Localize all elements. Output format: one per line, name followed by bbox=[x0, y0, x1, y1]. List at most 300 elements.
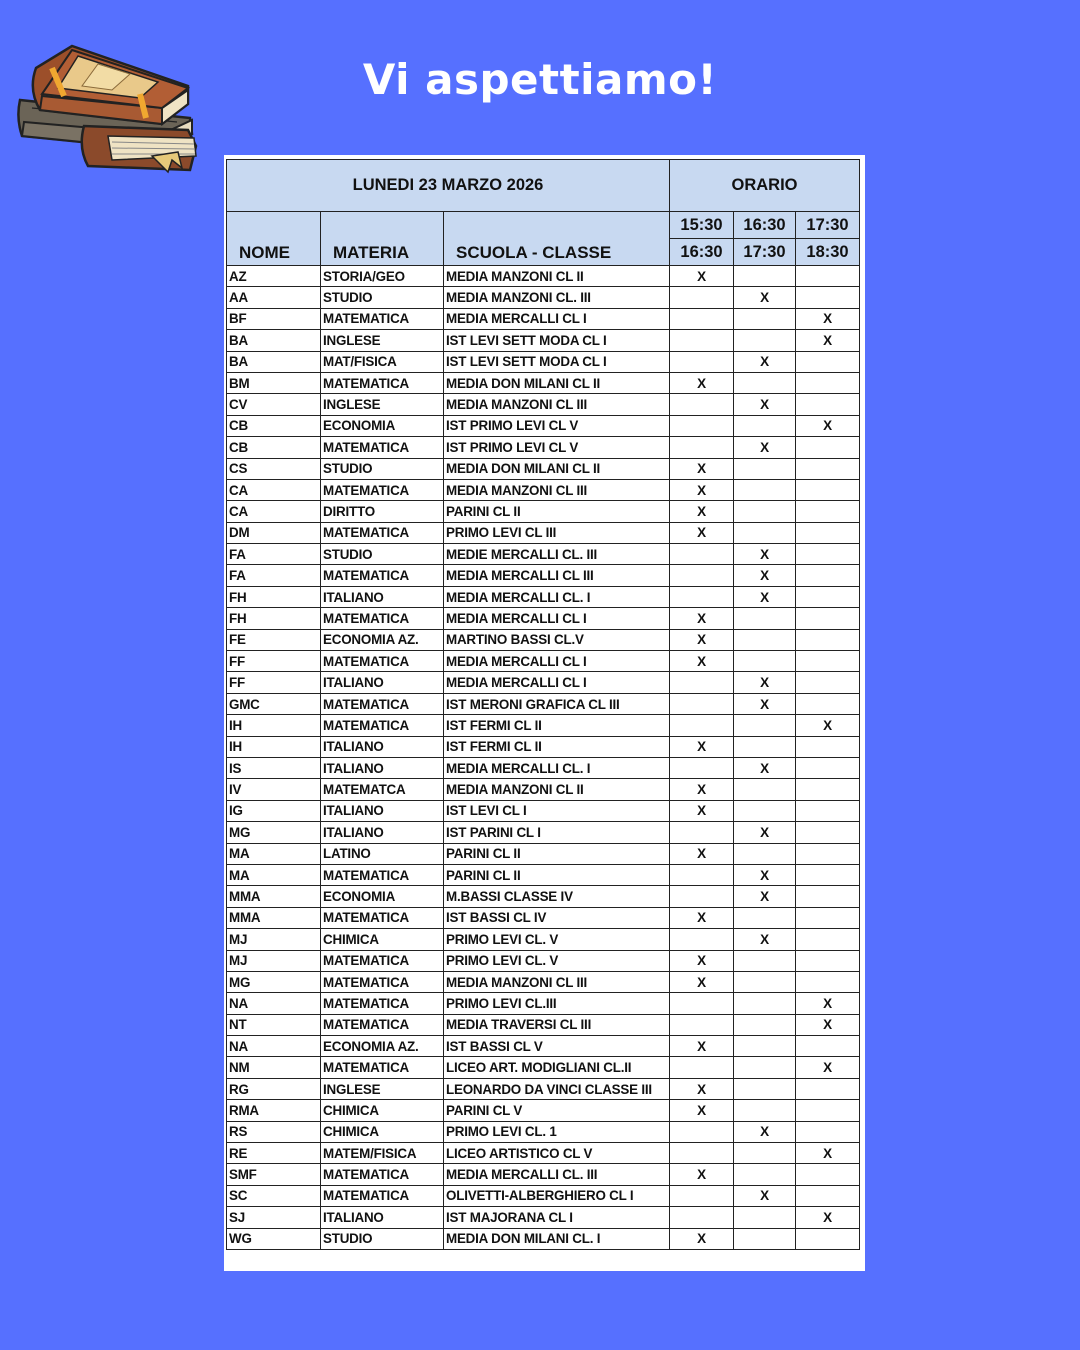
cell-slot-2: X bbox=[734, 437, 796, 458]
cell-slot-1 bbox=[670, 1014, 734, 1035]
cell-scuola: MEDIA MANZONI CL III bbox=[444, 479, 670, 500]
table-row bbox=[227, 907, 860, 928]
table-row bbox=[227, 479, 860, 500]
cell-nome: NA bbox=[227, 993, 321, 1014]
orario-header: ORARIO bbox=[670, 160, 860, 212]
cell-slot-3 bbox=[796, 479, 860, 500]
cell-slot-1 bbox=[670, 1121, 734, 1142]
cell-slot-3 bbox=[796, 672, 860, 693]
cell-slot-2: X bbox=[734, 351, 796, 372]
table-row bbox=[227, 565, 860, 586]
cell-materia: INGLESE bbox=[321, 330, 444, 351]
cell-slot-3 bbox=[796, 843, 860, 864]
cell-slot-2: X bbox=[734, 586, 796, 607]
table-row bbox=[227, 950, 860, 971]
cell-scuola: MEDIA TRAVERSI CL III bbox=[444, 1014, 670, 1035]
cell-nome: FH bbox=[227, 608, 321, 629]
cell-slot-1: X bbox=[670, 971, 734, 992]
cell-materia: ECONOMIA bbox=[321, 886, 444, 907]
cell-scuola: IST PRIMO LEVI CL V bbox=[444, 437, 670, 458]
cell-nome: IH bbox=[227, 736, 321, 757]
cell-nome: CA bbox=[227, 479, 321, 500]
cell-nome: FA bbox=[227, 544, 321, 565]
cell-slot-3 bbox=[796, 501, 860, 522]
table-row bbox=[227, 843, 860, 864]
cell-slot-3 bbox=[796, 1228, 860, 1249]
cell-scuola: PARINI CL II bbox=[444, 501, 670, 522]
table-row bbox=[227, 586, 860, 607]
cell-slot-2 bbox=[734, 736, 796, 757]
cell-slot-2 bbox=[734, 458, 796, 479]
table-row bbox=[227, 522, 860, 543]
cell-slot-1 bbox=[670, 929, 734, 950]
cell-nome: AA bbox=[227, 287, 321, 308]
table-row bbox=[227, 1036, 860, 1057]
cell-scuola: OLIVETTI-ALBERGHIERO CL I bbox=[444, 1185, 670, 1206]
cell-materia: MATEMATICA bbox=[321, 1057, 444, 1078]
cell-materia: MATEMATCA bbox=[321, 779, 444, 800]
cell-scuola: MEDIA MERCALLI CL I bbox=[444, 672, 670, 693]
cell-nome: RE bbox=[227, 1143, 321, 1164]
cell-nome: FF bbox=[227, 651, 321, 672]
cell-nome: SMF bbox=[227, 1164, 321, 1185]
cell-slot-1 bbox=[670, 330, 734, 351]
table-row bbox=[227, 1057, 860, 1078]
cell-nome: WG bbox=[227, 1228, 321, 1249]
cell-slot-3 bbox=[796, 522, 860, 543]
cell-slot-2 bbox=[734, 629, 796, 650]
cell-slot-2 bbox=[734, 1014, 796, 1035]
table-row bbox=[227, 1143, 860, 1164]
cell-slot-3 bbox=[796, 372, 860, 393]
cell-slot-1 bbox=[670, 693, 734, 714]
cell-slot-3 bbox=[796, 351, 860, 372]
cell-nome: MG bbox=[227, 971, 321, 992]
cell-slot-1 bbox=[670, 351, 734, 372]
cell-scuola: MEDIA MERCALLI CL III bbox=[444, 565, 670, 586]
cell-slot-3 bbox=[796, 822, 860, 843]
table-row bbox=[227, 437, 860, 458]
cell-slot-1: X bbox=[670, 608, 734, 629]
cell-slot-2 bbox=[734, 950, 796, 971]
cell-slot-1: X bbox=[670, 950, 734, 971]
cell-scuola: IST BASSI CL V bbox=[444, 1036, 670, 1057]
books-icon bbox=[12, 38, 207, 178]
cell-nome: IH bbox=[227, 715, 321, 736]
cell-slot-3 bbox=[796, 437, 860, 458]
cell-slot-3 bbox=[796, 779, 860, 800]
cell-slot-2: X bbox=[734, 287, 796, 308]
cell-materia: CHIMICA bbox=[321, 1121, 444, 1142]
cell-nome: MA bbox=[227, 864, 321, 885]
cell-slot-2 bbox=[734, 330, 796, 351]
table-row bbox=[227, 864, 860, 885]
cell-scuola: MEDIA DON MILANI CL II bbox=[444, 372, 670, 393]
cell-slot-2: X bbox=[734, 886, 796, 907]
cell-nome: NM bbox=[227, 1057, 321, 1078]
slot-1-end: 16:30 bbox=[670, 239, 734, 266]
cell-scuola: LEONARDO DA VINCI CLASSE III bbox=[444, 1078, 670, 1099]
cell-slot-3 bbox=[796, 586, 860, 607]
cell-slot-1: X bbox=[670, 907, 734, 928]
cell-slot-3 bbox=[796, 458, 860, 479]
col-header-nome: NOME bbox=[227, 212, 321, 266]
cell-nome: CA bbox=[227, 501, 321, 522]
cell-scuola: MEDIA MERCALLI CL I bbox=[444, 308, 670, 329]
cell-slot-3 bbox=[796, 565, 860, 586]
table-row bbox=[227, 394, 860, 415]
cell-slot-1: X bbox=[670, 1228, 734, 1249]
cell-slot-2 bbox=[734, 522, 796, 543]
cell-slot-2 bbox=[734, 843, 796, 864]
table-row bbox=[227, 266, 860, 287]
slot-3-end: 18:30 bbox=[796, 239, 860, 266]
cell-slot-2: X bbox=[734, 672, 796, 693]
cell-materia: MATEMATICA bbox=[321, 715, 444, 736]
cell-slot-1: X bbox=[670, 1036, 734, 1057]
cell-scuola: MEDIA MANZONI CL III bbox=[444, 394, 670, 415]
cell-slot-1: X bbox=[670, 501, 734, 522]
cell-materia: MATEMATICA bbox=[321, 971, 444, 992]
cell-nome: MMA bbox=[227, 907, 321, 928]
cell-slot-1 bbox=[670, 1057, 734, 1078]
slot-1-start: 15:30 bbox=[670, 212, 734, 239]
cell-materia: ITALIANO bbox=[321, 822, 444, 843]
table-row bbox=[227, 629, 860, 650]
cell-materia: ITALIANO bbox=[321, 1207, 444, 1228]
table-row bbox=[227, 372, 860, 393]
cell-slot-1: X bbox=[670, 372, 734, 393]
cell-materia: MATEMATICA bbox=[321, 950, 444, 971]
cell-scuola: LICEO ART. MODIGLIANI CL.II bbox=[444, 1057, 670, 1078]
cell-slot-1: X bbox=[670, 266, 734, 287]
schedule-rows bbox=[227, 266, 860, 1250]
cell-slot-1: X bbox=[670, 843, 734, 864]
cell-slot-1 bbox=[670, 544, 734, 565]
cell-materia: ITALIANO bbox=[321, 586, 444, 607]
cell-slot-1: X bbox=[670, 1078, 734, 1099]
cell-materia: MATEMATICA bbox=[321, 522, 444, 543]
slot-3-start: 17:30 bbox=[796, 212, 860, 239]
cell-slot-1: X bbox=[670, 629, 734, 650]
cell-materia: MATEMATICA bbox=[321, 907, 444, 928]
cell-slot-1 bbox=[670, 308, 734, 329]
cell-slot-1 bbox=[670, 565, 734, 586]
cell-slot-2: X bbox=[734, 394, 796, 415]
table-row bbox=[227, 458, 860, 479]
table-row bbox=[227, 822, 860, 843]
cell-scuola: MEDIA MANZONI CL III bbox=[444, 971, 670, 992]
cell-scuola: IST LEVI SETT MODA CL I bbox=[444, 351, 670, 372]
table-row bbox=[227, 779, 860, 800]
cell-slot-1: X bbox=[670, 1164, 734, 1185]
cell-slot-1 bbox=[670, 586, 734, 607]
cell-scuola: IST LEVI SETT MODA CL I bbox=[444, 330, 670, 351]
cell-slot-2 bbox=[734, 479, 796, 500]
cell-slot-3: X bbox=[796, 715, 860, 736]
cell-slot-3 bbox=[796, 886, 860, 907]
table-row bbox=[227, 757, 860, 778]
cell-nome: RG bbox=[227, 1078, 321, 1099]
table-row bbox=[227, 693, 860, 714]
cell-slot-2: X bbox=[734, 822, 796, 843]
cell-slot-1 bbox=[670, 886, 734, 907]
cell-scuola: MEDIA MERCALLI CL. I bbox=[444, 586, 670, 607]
cell-slot-1 bbox=[670, 287, 734, 308]
cell-slot-1 bbox=[670, 437, 734, 458]
cell-materia: MATEMATICA bbox=[321, 437, 444, 458]
cell-scuola: PRIMO LEVI CL. V bbox=[444, 950, 670, 971]
cell-slot-1: X bbox=[670, 736, 734, 757]
cell-slot-2: X bbox=[734, 565, 796, 586]
cell-slot-3 bbox=[796, 1036, 860, 1057]
cell-slot-3 bbox=[796, 629, 860, 650]
cell-materia: ECONOMIA AZ. bbox=[321, 629, 444, 650]
cell-materia: MATEMATICA bbox=[321, 1014, 444, 1035]
cell-scuola: MARTINO BASSI CL.V bbox=[444, 629, 670, 650]
cell-slot-3: X bbox=[796, 308, 860, 329]
table-row bbox=[227, 1078, 860, 1099]
cell-scuola: MEDIA MERCALLI CL. III bbox=[444, 1164, 670, 1185]
table-row bbox=[227, 993, 860, 1014]
schedule-sheet bbox=[224, 155, 865, 1271]
table-row bbox=[227, 1014, 860, 1035]
cell-slot-1 bbox=[670, 1207, 734, 1228]
cell-slot-1: X bbox=[670, 800, 734, 821]
cell-materia: MATEMATICA bbox=[321, 993, 444, 1014]
cell-slot-2: X bbox=[734, 544, 796, 565]
cell-slot-3 bbox=[796, 1185, 860, 1206]
cell-scuola: MEDIA MERCALLI CL I bbox=[444, 608, 670, 629]
cell-scuola: IST PRIMO LEVI CL V bbox=[444, 415, 670, 436]
cell-slot-3: X bbox=[796, 1207, 860, 1228]
cell-materia: MATEMATICA bbox=[321, 1164, 444, 1185]
cell-slot-3 bbox=[796, 800, 860, 821]
cell-slot-3 bbox=[796, 287, 860, 308]
cell-scuola: IST BASSI CL IV bbox=[444, 907, 670, 928]
cell-slot-2 bbox=[734, 715, 796, 736]
cell-slot-3 bbox=[796, 929, 860, 950]
table-row bbox=[227, 1185, 860, 1206]
cell-scuola: MEDIA DON MILANI CL II bbox=[444, 458, 670, 479]
cell-slot-1 bbox=[670, 1143, 734, 1164]
cell-slot-1: X bbox=[670, 458, 734, 479]
cell-nome: SJ bbox=[227, 1207, 321, 1228]
table-row bbox=[227, 501, 860, 522]
cell-slot-2 bbox=[734, 501, 796, 522]
cell-nome: DM bbox=[227, 522, 321, 543]
cell-slot-2 bbox=[734, 372, 796, 393]
cell-scuola: MEDIE MERCALLI CL. III bbox=[444, 544, 670, 565]
cell-slot-2 bbox=[734, 1100, 796, 1121]
cell-slot-3 bbox=[796, 544, 860, 565]
cell-slot-1 bbox=[670, 822, 734, 843]
cell-scuola: PARINI CL II bbox=[444, 843, 670, 864]
cell-slot-3: X bbox=[796, 1057, 860, 1078]
table-row bbox=[227, 651, 860, 672]
cell-slot-3 bbox=[796, 651, 860, 672]
cell-slot-3 bbox=[796, 907, 860, 928]
cell-materia: MATEMATICA bbox=[321, 479, 444, 500]
cell-slot-3: X bbox=[796, 330, 860, 351]
cell-nome: BF bbox=[227, 308, 321, 329]
cell-materia: MAT/FISICA bbox=[321, 351, 444, 372]
cell-materia: ITALIANO bbox=[321, 736, 444, 757]
cell-materia: STORIA/GEO bbox=[321, 266, 444, 287]
cell-nome: CB bbox=[227, 415, 321, 436]
table-row bbox=[227, 1207, 860, 1228]
cell-slot-2: X bbox=[734, 929, 796, 950]
table-row bbox=[227, 608, 860, 629]
cell-materia: MATEMATICA bbox=[321, 864, 444, 885]
cell-scuola: IST LEVI CL I bbox=[444, 800, 670, 821]
cell-materia: INGLESE bbox=[321, 1078, 444, 1099]
cell-scuola: PRIMO LEVI CL.III bbox=[444, 993, 670, 1014]
table-row bbox=[227, 886, 860, 907]
cell-slot-3 bbox=[796, 736, 860, 757]
cell-slot-2 bbox=[734, 1164, 796, 1185]
cell-scuola: M.BASSI CLASSE IV bbox=[444, 886, 670, 907]
cell-materia: MATEMATICA bbox=[321, 693, 444, 714]
cell-slot-2 bbox=[734, 415, 796, 436]
cell-slot-3 bbox=[796, 1078, 860, 1099]
cell-materia: CHIMICA bbox=[321, 929, 444, 950]
cell-materia: ITALIANO bbox=[321, 757, 444, 778]
table-row bbox=[227, 1164, 860, 1185]
cell-nome: AZ bbox=[227, 266, 321, 287]
cell-slot-1 bbox=[670, 993, 734, 1014]
cell-nome: RS bbox=[227, 1121, 321, 1142]
cell-slot-3 bbox=[796, 864, 860, 885]
cell-slot-3 bbox=[796, 693, 860, 714]
cell-slot-2 bbox=[734, 1036, 796, 1057]
cell-materia: STUDIO bbox=[321, 544, 444, 565]
cell-slot-2 bbox=[734, 1057, 796, 1078]
cell-materia: MATEMATICA bbox=[321, 1185, 444, 1206]
cell-materia: MATEMATICA bbox=[321, 308, 444, 329]
table-row bbox=[227, 351, 860, 372]
cell-slot-3 bbox=[796, 950, 860, 971]
cell-materia: STUDIO bbox=[321, 458, 444, 479]
table-row bbox=[227, 1228, 860, 1249]
cell-materia: ITALIANO bbox=[321, 672, 444, 693]
page-headline: Vi aspettiamo! bbox=[362, 55, 718, 104]
cell-slot-2: X bbox=[734, 1121, 796, 1142]
schedule-table bbox=[226, 159, 860, 1250]
cell-slot-2 bbox=[734, 800, 796, 821]
table-row bbox=[227, 672, 860, 693]
cell-slot-2 bbox=[734, 907, 796, 928]
cell-slot-1 bbox=[670, 757, 734, 778]
col-header-materia: MATERIA bbox=[321, 212, 444, 266]
cell-scuola: MEDIA DON MILANI CL. I bbox=[444, 1228, 670, 1249]
cell-nome: NT bbox=[227, 1014, 321, 1035]
cell-nome: MG bbox=[227, 822, 321, 843]
cell-slot-3: X bbox=[796, 415, 860, 436]
table-row bbox=[227, 330, 860, 351]
cell-scuola: IST PARINI CL I bbox=[444, 822, 670, 843]
cell-slot-1: X bbox=[670, 479, 734, 500]
cell-slot-3 bbox=[796, 1100, 860, 1121]
table-title: LUNEDI 23 MARZO 2026 bbox=[227, 160, 670, 212]
cell-slot-2: X bbox=[734, 693, 796, 714]
slot-2-end: 17:30 bbox=[734, 239, 796, 266]
cell-slot-1: X bbox=[670, 522, 734, 543]
cell-scuola: MEDIA MANZONI CL. III bbox=[444, 287, 670, 308]
col-header-scuola: SCUOLA - CLASSE bbox=[444, 212, 670, 266]
cell-scuola: MEDIA MANZONI CL II bbox=[444, 266, 670, 287]
cell-materia: ECONOMIA bbox=[321, 415, 444, 436]
cell-scuola: PRIMO LEVI CL III bbox=[444, 522, 670, 543]
cell-nome: MMA bbox=[227, 886, 321, 907]
cell-slot-1 bbox=[670, 715, 734, 736]
cell-slot-3 bbox=[796, 757, 860, 778]
cell-nome: FH bbox=[227, 586, 321, 607]
cell-slot-2: X bbox=[734, 757, 796, 778]
cell-materia: MATEMATICA bbox=[321, 565, 444, 586]
table-row bbox=[227, 544, 860, 565]
cell-materia: MATEMATICA bbox=[321, 372, 444, 393]
cell-nome: FE bbox=[227, 629, 321, 650]
cell-slot-2 bbox=[734, 651, 796, 672]
cell-slot-2 bbox=[734, 1143, 796, 1164]
cell-slot-2 bbox=[734, 1078, 796, 1099]
table-row bbox=[227, 715, 860, 736]
table-row bbox=[227, 1100, 860, 1121]
cell-slot-3: X bbox=[796, 1014, 860, 1035]
cell-nome: CV bbox=[227, 394, 321, 415]
cell-materia: ITALIANO bbox=[321, 800, 444, 821]
cell-slot-1 bbox=[670, 394, 734, 415]
cell-nome: MA bbox=[227, 843, 321, 864]
cell-nome: IV bbox=[227, 779, 321, 800]
cell-slot-1: X bbox=[670, 1100, 734, 1121]
cell-nome: MJ bbox=[227, 929, 321, 950]
table-row bbox=[227, 287, 860, 308]
cell-scuola: IST FERMI CL II bbox=[444, 715, 670, 736]
cell-scuola: IST FERMI CL II bbox=[444, 736, 670, 757]
cell-materia: MATEMATICA bbox=[321, 608, 444, 629]
cell-scuola: PARINI CL V bbox=[444, 1100, 670, 1121]
cell-scuola: PRIMO LEVI CL. V bbox=[444, 929, 670, 950]
cell-scuola: LICEO ARTISTICO CL V bbox=[444, 1143, 670, 1164]
table-row bbox=[227, 800, 860, 821]
cell-scuola: PARINI CL II bbox=[444, 864, 670, 885]
cell-slot-3 bbox=[796, 608, 860, 629]
cell-materia: STUDIO bbox=[321, 287, 444, 308]
slot-2-start: 16:30 bbox=[734, 212, 796, 239]
cell-nome: IG bbox=[227, 800, 321, 821]
table-row bbox=[227, 929, 860, 950]
cell-nome: SC bbox=[227, 1185, 321, 1206]
cell-materia: DIRITTO bbox=[321, 501, 444, 522]
cell-nome: GMC bbox=[227, 693, 321, 714]
table-row bbox=[227, 415, 860, 436]
cell-slot-3 bbox=[796, 1164, 860, 1185]
cell-slot-1 bbox=[670, 1185, 734, 1206]
cell-scuola: IST MAJORANA CL I bbox=[444, 1207, 670, 1228]
cell-slot-2 bbox=[734, 1228, 796, 1249]
cell-scuola: MEDIA MANZONI CL II bbox=[444, 779, 670, 800]
cell-slot-2 bbox=[734, 993, 796, 1014]
cell-nome: MJ bbox=[227, 950, 321, 971]
cell-slot-1: X bbox=[670, 779, 734, 800]
cell-slot-2 bbox=[734, 308, 796, 329]
cell-slot-1: X bbox=[670, 651, 734, 672]
cell-materia: LATINO bbox=[321, 843, 444, 864]
cell-nome: BA bbox=[227, 351, 321, 372]
cell-scuola: IST MERONI GRAFICA CL III bbox=[444, 693, 670, 714]
